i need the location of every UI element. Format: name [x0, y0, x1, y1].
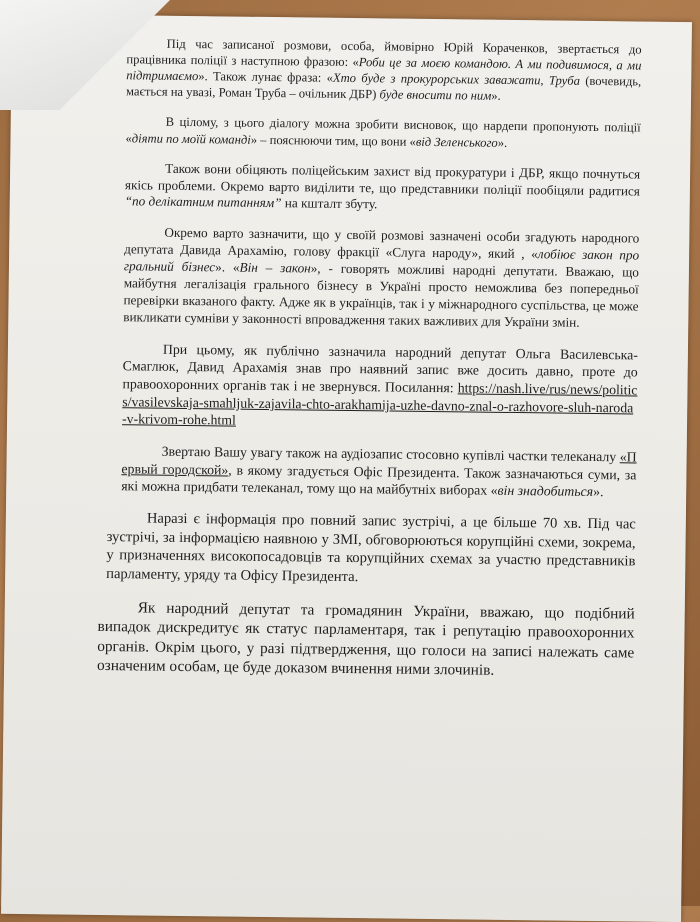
p6-text-d: ». [593, 484, 604, 500]
paragraph-2 [125, 114, 640, 153]
p6-text-b: , в якому згадується Офіс Президента. Також зазначаються суми, за які можна придбати телеканал, тому що на майбутніх виборах « [121, 462, 637, 499]
document-page [1, 14, 692, 922]
p4-text-a: Окремо варто зазначити, що у своїй розмові зазначені особи згадують народного депутата Давида Арахамію, голову фракції «Слуга народу», який , « [124, 225, 640, 262]
p4-quote-1: лобіює закон про гральний бізнес [123, 246, 640, 275]
p6-quote: він знадобиться [497, 483, 594, 500]
paragraph-5 [122, 340, 638, 435]
p6-text-a: Звертаю Вашу увагу також на аудіозапис стосовно купівлі частки телеканалу [161, 443, 620, 465]
p3-text-a: Також вони обіцяють поліцейським захист від прокуратури і ДБР, якщо почнуться якісь проблеми. Окремо варто виділити те, що представники поліції пообіцяли радитися [124, 160, 641, 199]
p1-text-a: Під час записаної розмови, особа, ймовірно Юрій Кораченков, звертається до працівника поліції з наступною фразою: « [126, 36, 642, 70]
p2-text-c: » – пояснюючи тим, що вони « [250, 132, 416, 149]
paragraph-3 [125, 160, 641, 217]
p2-text-a: В цілому, з цього діалогу можна зробити висновок, що нардепи пропонують поліції « [125, 115, 641, 145]
p1-text-c: ». Також лунає фраза: « [198, 69, 334, 85]
p1-text-e: (вочевидь, мається на увазі, Роман Труба – очільник ДБР) [125, 74, 642, 102]
paragraph-4 [123, 225, 639, 333]
p4-text-c: ». « [215, 259, 240, 275]
p3-text-c: на кшталт збуту. [281, 195, 378, 212]
p1-text-g: ». [491, 89, 501, 104]
paragraph-7: Наразі є інформація про повний запис зустрічі, а це більше 70 хв. Під час зустрічі, за інформацією наявною у ЗМІ, обговорюються корупційні схеми, зокрема, у призначеннях високопосадовців та корупційних схемах за участю представників парламенту, уряду та Офісу Президента. [106, 510, 636, 586]
p1-quote-2: Хто буде з прокурорських заважати, Труба [332, 70, 581, 89]
p1-quote-1: Роби це за моєю командою. А ми подивимося, а ми підтримаємо [126, 55, 642, 84]
p2-text-e: ». [497, 135, 508, 150]
document-body [96, 35, 642, 696]
tv-channel-link[interactable]: «Первый городской» [121, 449, 637, 478]
p1-quote-3: буде вносити по ним [379, 87, 492, 104]
p2-quote-2: від Зеленського [415, 134, 498, 150]
p4-quote-2: Він – закон [239, 259, 311, 276]
p2-quote-1: діяти по моїй команді [131, 130, 251, 147]
p3-quote: “по делікатним питанням” [124, 193, 282, 211]
paragraph-6 [121, 442, 637, 501]
paragraph-1 [126, 35, 642, 106]
p4-text-e: », - говорять можливі народні депутати. Вважаю, що майбутня легалізація грального бізнесу в Україні просто неможлива без попередньої перевірки вказаного факту. Адже як в українців, так і у міжнародного суспільства, це може викликати сумніви у законності впровадження таких важливих для України змін. [123, 260, 640, 330]
paragraph-8: Як народний депутат та громадянин України, вважаю, що подібний випадок дискредитує як статус парламентаря, так і репутацію правоохоронних органів. Окрім цього, у разі підтвердження, що голоси на записі належать саме означеним особам, це буде доказом вчинення ними злочинів. [96, 599, 635, 680]
p5-text-a: При цьому, як публічно зазначила народний депутат Ольга Василевська-Смаглюк, Давид Арахамія знав про наявний запис вже досить давно, проте до правоохоронних органів так і не звернувся. Посилання: [122, 341, 638, 396]
source-link[interactable]: https://nash.live/rus/news/politics/vasilevskaja-smahljuk-zajavila-chto-arakhamija-uzhe-davno-znal-o-razhovore-sluh-naroda-v-krivom-rohe.html [121, 380, 638, 428]
